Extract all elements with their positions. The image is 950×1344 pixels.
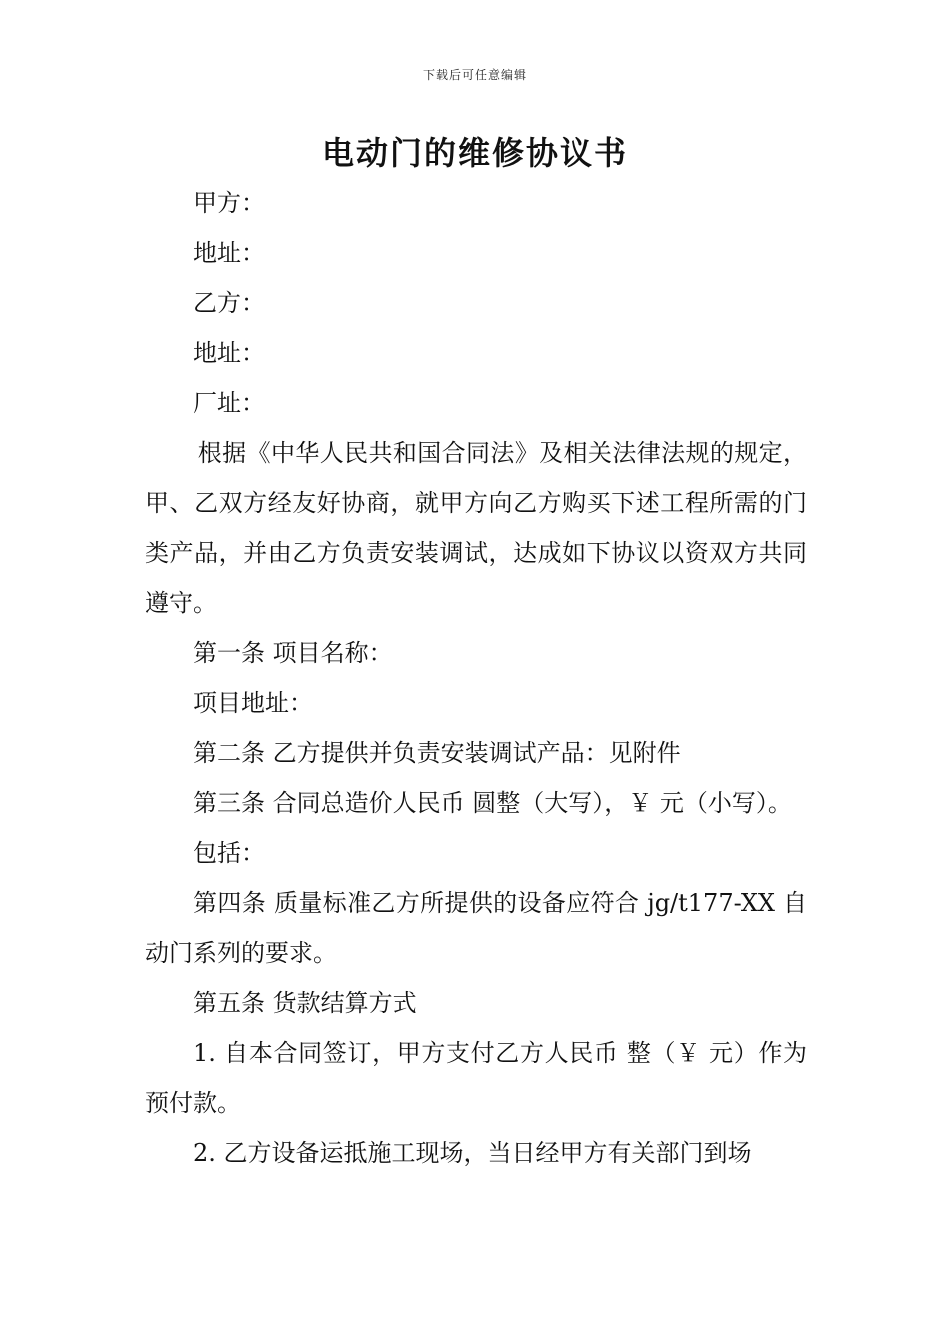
article-4-quality-standard: 第四条 质量标准乙方所提供的设备应符合 jg/t177-XX 自动门系列的要求。 [145,889,807,967]
factory-address-line: 厂址： [193,389,265,417]
preamble-paragraph: 根据《中华人民共和国合同法》及相关法律法规的规定，甲、乙双方经友好协商，就甲方向乙方购买下述工程所需的门类产品，并由乙方负责安装调试，达成如下协议以资双方共同遵守。 [145,439,807,617]
party-b-line: 乙方： [193,289,265,317]
article-5-payment-method: 第五条 货款结算方式 [193,989,417,1017]
article-3-contract-price: 第三条 合同总造价人民币 圆整（大写），￥ 元（小写）。 [193,789,792,817]
includes-line: 包括： [193,839,265,867]
party-b-address-line: 地址： [193,339,265,367]
party-a-address-line: 地址： [193,239,265,267]
payment-item-2: 2. 乙方设备运抵施工现场，当日经甲方有关部门到场 [193,1139,752,1167]
payment-item-1: 1. 自本合同签订，甲方支付乙方人民币 整（￥ 元）作为预付款。 [145,1039,807,1117]
article-2-products: 第二条 乙方提供并负责安装调试产品：见附件 [193,739,681,767]
header-note: 下载后可任意编辑 [422,68,527,82]
document-body [145,178,807,1178]
document-title: 电动门的维修协议书 [321,134,628,172]
article-1-project-name: 第一条 项目名称： [193,639,393,667]
party-a-line: 甲方： [193,189,265,217]
project-address-line: 项目地址： [193,689,313,717]
